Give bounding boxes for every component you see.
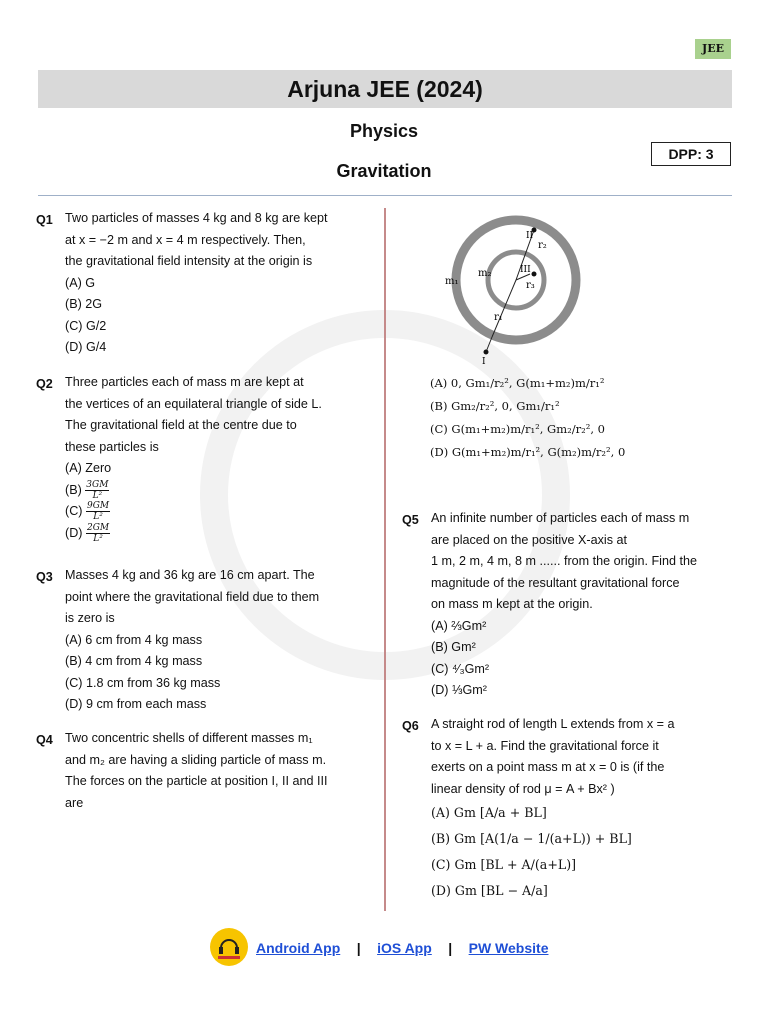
concentric-shells-figure xyxy=(430,210,600,370)
question-text: Two concentric shells of different masses m₁ xyxy=(65,731,313,745)
question-number: Q1 xyxy=(36,213,53,227)
option-c[interactable] xyxy=(65,501,365,523)
label-m1: m₁ xyxy=(445,276,459,287)
column-divider xyxy=(384,208,386,911)
ios-app-link[interactable]: iOS App xyxy=(377,940,432,956)
question-number: Q6 xyxy=(402,719,419,733)
separator: | xyxy=(356,940,361,956)
question-text: Three particles each of mass m are kept at xyxy=(65,375,304,389)
question-4-options xyxy=(430,372,730,464)
option-d[interactable]: (D) Gm [BL − A/a] xyxy=(431,883,548,898)
question-number: Q2 xyxy=(36,377,53,391)
numerator: 9GM xyxy=(86,501,110,512)
question-text: The gravitational field at the centre due to xyxy=(65,418,297,432)
question-text: magnitude of the resultant gravitational force xyxy=(431,575,680,590)
footer-links xyxy=(256,940,548,958)
question-number: Q3 xyxy=(36,570,53,584)
option-c[interactable]: (C) G(m₁+m₂)m/r₁², Gm₂/r₂², 0 xyxy=(430,422,605,436)
label-r3: r₃ xyxy=(526,280,535,291)
chapter-title: Gravitation xyxy=(336,161,432,181)
header-divider xyxy=(38,195,732,196)
label-r2: r₂ xyxy=(538,240,547,251)
separator: | xyxy=(448,940,453,956)
question-text: Two particles of masses 4 kg and 8 kg are kept xyxy=(65,211,328,225)
question-text: are placed on the positive X-axis at xyxy=(431,532,628,547)
denominator: L² xyxy=(93,533,103,544)
fraction xyxy=(86,501,110,522)
option-label: (C) xyxy=(65,504,83,518)
denominator: L² xyxy=(92,490,103,501)
option-d[interactable]: (D) G(m₁+m₂)m/r₁², G(m₂)m/r₂², 0 xyxy=(430,445,626,459)
pw-website-link[interactable]: PW Website xyxy=(468,940,549,956)
option-b[interactable]: (B) Gm² xyxy=(431,640,476,654)
option-b[interactable]: (B) 4 cm from 4 kg mass xyxy=(65,654,203,668)
option-b[interactable]: (B) Gm₂/r₂², 0, Gm₁/r₁² xyxy=(430,399,560,413)
option-b[interactable]: (B) Gm [A(1/a − 1/(a+L)) + BL] xyxy=(431,831,632,846)
point-I xyxy=(484,350,489,355)
question-text: Masses 4 kg and 36 kg are 16 cm apart. The xyxy=(65,568,315,582)
page-title: Arjuna JEE (2024) xyxy=(38,70,732,108)
label-III: III xyxy=(520,265,531,275)
question-text: the vertices of an equilateral triangle of side L. xyxy=(65,396,322,411)
label-r1: r₁ xyxy=(494,312,503,323)
question-text: An infinite number of particles each of mass m xyxy=(431,511,690,525)
numerator: 3GM xyxy=(86,479,109,490)
point-III xyxy=(532,272,537,277)
question-text: exerts on a point mass m at x = 0 is (if the xyxy=(431,760,665,774)
option-label: (D) xyxy=(65,525,83,540)
question-text: the gravitational field intensity at the origin is xyxy=(65,254,313,268)
option-label: (B) xyxy=(65,482,82,497)
question-text: these particles is xyxy=(65,439,159,454)
option-a[interactable]: (A) 6 cm from 4 kg mass xyxy=(65,632,203,647)
customer-support-icon[interactable] xyxy=(210,928,248,966)
fraction xyxy=(85,480,109,501)
label-m2: m₂ xyxy=(478,268,492,279)
exam-badge: JEE xyxy=(695,39,731,59)
label-II: II xyxy=(526,231,534,241)
label-I: I xyxy=(482,357,486,367)
option-d[interactable]: (D) 9 cm from each mass xyxy=(65,697,207,711)
fraction xyxy=(86,523,110,544)
question-text: A straight rod of length L extends from x = a xyxy=(431,717,675,731)
option-c[interactable]: (C) G/2 xyxy=(65,318,107,333)
option-a[interactable]: (A) Gm [A/a + BL] xyxy=(431,805,547,820)
question-text: and m₂ are having a sliding particle of mass m. xyxy=(65,752,327,767)
option-c[interactable]: (C) ⁴⁄₃Gm² xyxy=(431,661,490,676)
question-text: at x = −2 m and x = 4 m respectively. Then, xyxy=(65,232,306,247)
question-number: Q5 xyxy=(402,513,419,527)
option-c[interactable]: (C) Gm [BL + A/(a+L)] xyxy=(431,857,577,872)
subject-title: Physics xyxy=(349,121,419,141)
option-b[interactable]: (B) 2G xyxy=(65,297,103,311)
android-app-link[interactable]: Android App xyxy=(256,940,341,956)
numerator: 2GM xyxy=(86,522,110,533)
question-text: 1 m, 2 m, 4 m, 8 m ...... from the origin. Find the xyxy=(431,554,697,568)
dpp-box: DPP: 3 xyxy=(651,142,731,166)
question-text: are xyxy=(65,795,84,810)
option-b[interactable] xyxy=(65,480,365,502)
option-d[interactable]: (D) G/4 xyxy=(65,340,107,354)
denominator: L² xyxy=(93,512,103,523)
option-a[interactable]: (A) ⅔Gm² xyxy=(431,618,487,633)
option-a[interactable]: (A) G xyxy=(65,275,96,290)
option-c[interactable]: (C) 1.8 cm from 36 kg mass xyxy=(65,675,221,690)
question-text: to x = L + a. Find the gravitational force it xyxy=(431,738,659,753)
question-number: Q4 xyxy=(36,733,53,747)
option-d[interactable]: (D) ⅓Gm² xyxy=(431,683,487,697)
question-text: linear density of rod μ = A + Bx² ) xyxy=(431,781,615,796)
question-text: on mass m kept at the origin. xyxy=(431,597,593,611)
option-a[interactable]: (A) 0, Gm₁/r₂², G(m₁+m₂)m/r₁² xyxy=(430,376,605,390)
option-a[interactable]: (A) Zero xyxy=(65,461,112,475)
question-text: point where the gravitational field due to them xyxy=(65,589,320,604)
option-d[interactable] xyxy=(65,523,365,545)
question-text: The forces on the particle at position I, II and III xyxy=(65,774,328,788)
question-text: is zero is xyxy=(65,611,115,625)
